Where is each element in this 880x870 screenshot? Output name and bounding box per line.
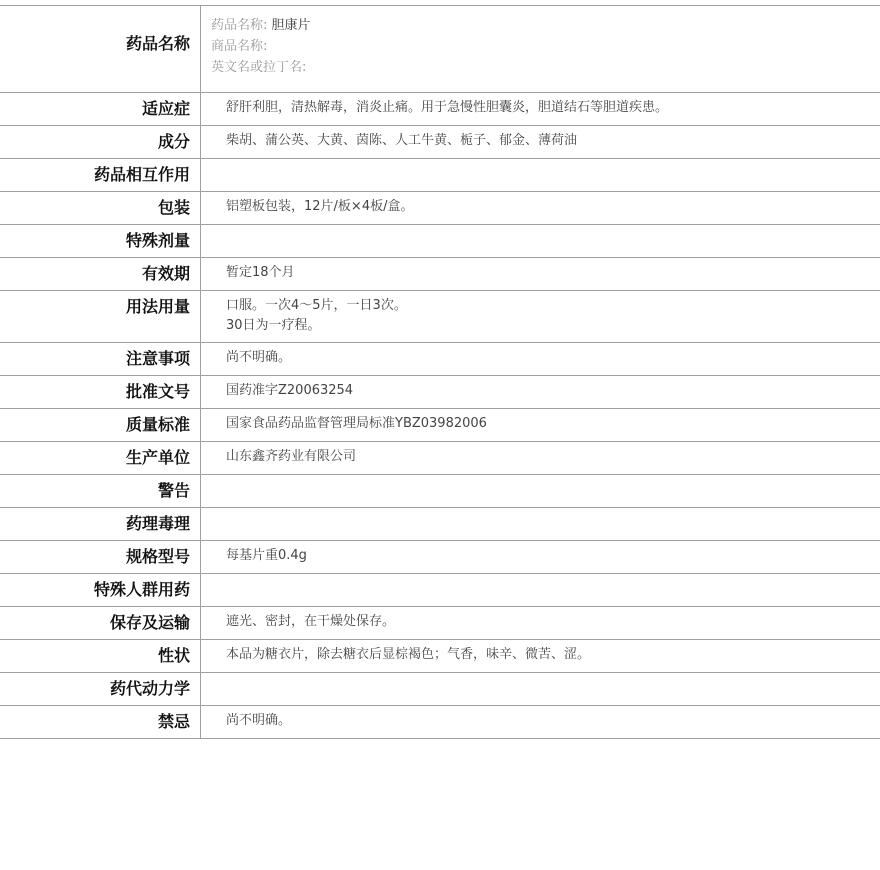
row-label-cell (0, 442, 201, 475)
row-label: 有效期 (141, 264, 190, 283)
row-usage-dosage (0, 291, 880, 343)
row-value-cell (201, 442, 880, 475)
row-pharmacokinetics (0, 673, 880, 706)
row-value: 国药准字Z20063254 (226, 383, 354, 398)
row-label-cell (0, 159, 201, 192)
row-value (201, 673, 880, 678)
row-value: 柴胡、蒲公英、大黄、茵陈、人工牛黄、栀子、郁金、薄荷油 (226, 133, 578, 148)
row-value-cell (201, 706, 880, 739)
row-indications (0, 93, 880, 126)
row-label-cell (0, 6, 201, 93)
row-value-line: 30日为一疗程。 (226, 318, 321, 333)
row-label-cell (0, 475, 201, 508)
row-label: 注意事项 (125, 349, 190, 368)
row-approval-number (0, 376, 880, 409)
row-value-cell (201, 159, 880, 192)
row-label-cell (0, 508, 201, 541)
row-value: 每基片重0.4g (226, 548, 307, 563)
row-label: 保存及运输 (109, 613, 190, 632)
row-value-cell (201, 541, 880, 574)
row-value: 铝塑板包装，12片/板×4板/盒。 (226, 199, 414, 214)
row-value: 暂定18个月 (226, 265, 295, 280)
row-label: 生产单位 (125, 448, 190, 467)
row-value: 本品为糖衣片，除去糖衣后显棕褐色；气香，味辛、微苦、涩。 (226, 647, 591, 662)
row-special-populations (0, 574, 880, 607)
english-name-key: 英文名或拉丁名: (211, 60, 307, 75)
drug-spec-table (0, 5, 880, 739)
row-label-cell (0, 93, 201, 126)
row-label: 特殊剂量 (125, 231, 190, 250)
row-quality-standard (0, 409, 880, 442)
row-label: 药代动力学 (109, 679, 190, 698)
row-label-cell (0, 607, 201, 640)
row-value: 国家食品药品监督管理局标准YBZ03982006 (226, 416, 487, 431)
row-value (201, 508, 880, 513)
row-label: 规格型号 (125, 547, 190, 566)
row-label: 药理毒理 (125, 514, 190, 533)
row-label: 特殊人群用药 (93, 580, 190, 599)
row-value-cell (201, 475, 880, 508)
row-label: 成分 (157, 132, 190, 151)
row-label: 药品相互作用 (93, 165, 190, 184)
row-label-cell (0, 640, 201, 673)
row-value-cell (201, 291, 880, 343)
row-value: 舒肝利胆，清热解毒，消炎止痛。用于急慢性胆囊炎，胆道结石等胆道疾患。 (226, 100, 669, 115)
row-label-cell (0, 673, 201, 706)
row-value-cell (201, 574, 880, 607)
row-label: 用法用量 (125, 297, 190, 316)
row-value (201, 159, 880, 164)
row-value-cell (201, 343, 880, 376)
row-interactions (0, 159, 880, 192)
row-value-cell (201, 376, 880, 409)
row-warning (0, 475, 880, 508)
row-value-cell (201, 126, 880, 159)
row-label: 性状 (157, 646, 190, 665)
row-value-cell (201, 93, 880, 126)
row-drug-name (0, 6, 880, 93)
row-label-cell (0, 343, 201, 376)
generic-name-key: 药品名称: (211, 18, 268, 33)
row-value-cell (201, 640, 880, 673)
row-value (201, 574, 880, 579)
row-specification (0, 541, 880, 574)
english-name-line (201, 57, 880, 78)
row-label-cell (0, 706, 201, 739)
row-label-cell (0, 409, 201, 442)
row-label: 质量标准 (125, 415, 190, 434)
row-contraindications (0, 706, 880, 739)
row-value-cell (201, 258, 880, 291)
row-label-cell (0, 541, 201, 574)
row-storage (0, 607, 880, 640)
row-label-cell (0, 192, 201, 225)
row-shelf-life (0, 258, 880, 291)
row-label: 禁忌 (157, 712, 190, 731)
generic-name-value: 胆康片 (271, 18, 311, 33)
row-packaging (0, 192, 880, 225)
trade-name-line (201, 36, 880, 57)
row-manufacturer (0, 442, 880, 475)
row-label: 适应症 (141, 99, 190, 118)
row-label-cell (0, 376, 201, 409)
row-label-cell (0, 574, 201, 607)
row-value-cell (201, 508, 880, 541)
row-label: 药品名称 (125, 34, 190, 53)
row-pharmacology (0, 508, 880, 541)
row-label: 批准文号 (125, 382, 190, 401)
row-label-cell (0, 225, 201, 258)
row-description (0, 640, 880, 673)
row-value-cell (201, 673, 880, 706)
generic-name-line (201, 15, 880, 36)
row-label-cell (0, 291, 201, 343)
trade-name-key: 商品名称: (211, 39, 268, 54)
row-ingredients (0, 126, 880, 159)
row-value (201, 225, 880, 230)
row-value-cell (201, 192, 880, 225)
row-value: 尚不明确。 (226, 713, 292, 728)
row-value: 尚不明确。 (226, 350, 292, 365)
row-value: 山东鑫齐药业有限公司 (226, 449, 357, 464)
row-label-cell (0, 126, 201, 159)
row-label-cell (0, 258, 201, 291)
row-special-dosage (0, 225, 880, 258)
row-value-cell (201, 225, 880, 258)
row-value-cell (201, 409, 880, 442)
row-value-line: 口服。一次4～5片，一日3次。 (226, 298, 407, 313)
row-label: 警告 (157, 481, 190, 500)
row-label: 包装 (157, 198, 190, 217)
row-value (201, 475, 880, 480)
row-precautions (0, 343, 880, 376)
row-value-cell (201, 6, 880, 93)
row-value: 遮光、密封，在干燥处保存。 (226, 614, 396, 629)
row-value-cell (201, 607, 880, 640)
